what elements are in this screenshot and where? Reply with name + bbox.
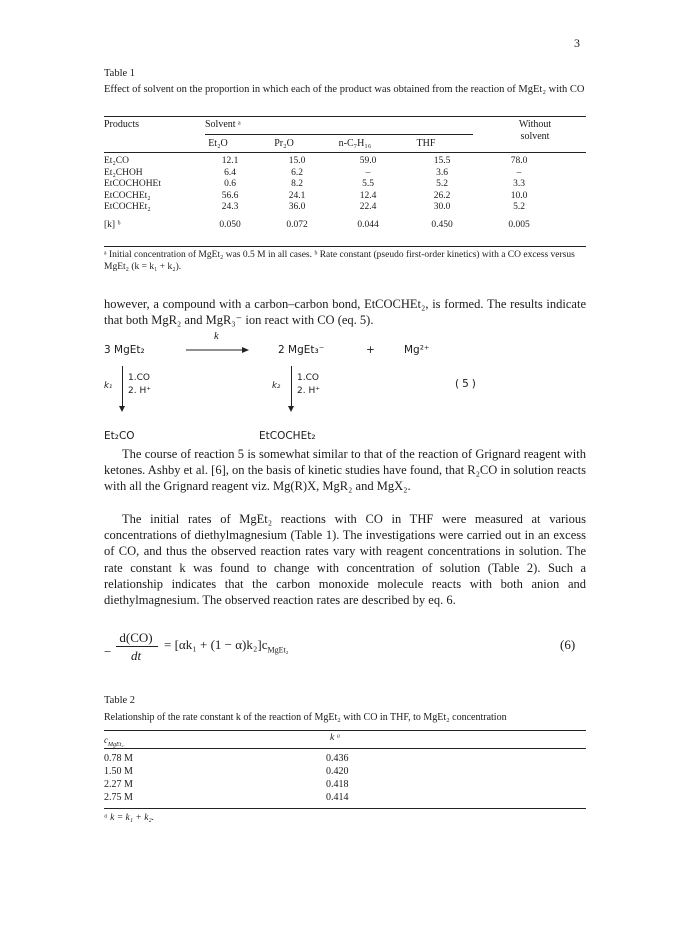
- table1-col-solvent: Solvent ᵃ: [205, 119, 241, 130]
- table-row: Et₂CO 12.1 15.0 59.0 15.5 78.0: [104, 156, 528, 166]
- table-row: EtCOCHEt₂ 24.3 36.0 22.4 30.0 5.2: [104, 202, 525, 212]
- scheme-arrow-label: k: [214, 331, 219, 342]
- table2-body: [104, 752, 404, 804]
- paragraph-3: The initial rates of MgEt₂ reactions with CO in THF were measured at various concentrations of diethylmagnesium (Table 1). The investigations were carried out in an excess of CO, and thus the observed reaction rates vary with reagent concentrations in solution. The rate constant k was found to change with concentration of solution (Table 2). Such a relationship indicates that the carbon monoxide molecule reacts with both anion and diethylmagnesium. The observed reaction rates are described by eq. 6.: [104, 512, 586, 608]
- eq-fraction-bar: [116, 646, 158, 647]
- table2-col2: k ᵃ: [330, 733, 341, 743]
- page-number: 3: [574, 36, 580, 50]
- scheme-output-2: EtCOCHEt₂: [259, 430, 316, 442]
- table1-caption: Effect of solvent on the proportion in which each of the product was obtained from the reaction of MgEt₂ with CO: [104, 84, 585, 95]
- scheme-cond2b: 2. H⁺: [297, 386, 320, 396]
- solvent-0: Et₂O: [208, 138, 228, 149]
- table-row-k: [k] ᵇ 0.050 0.072 0.044 0.450 0.005: [104, 219, 530, 230]
- table-row: 0.78 M 0.436: [104, 752, 349, 764]
- eq-numerator: d(CO): [119, 630, 153, 645]
- table1-body: [104, 156, 560, 231]
- scheme-k1: k₁: [104, 381, 113, 391]
- table-row: EtCOCHEt₂ 56.6 24.1 12.4 26.2 10.0: [104, 190, 528, 201]
- down-arrow-line-1: [122, 366, 123, 410]
- down-arrow-icon: [119, 406, 125, 412]
- eq-minus: −: [104, 644, 112, 659]
- table2-footnote: ᵃ k = k₁ + k₂.: [104, 813, 155, 823]
- table-row: 2.75 M 0.414: [104, 791, 349, 803]
- scheme-reactant: 3 MgEt₂: [104, 344, 145, 356]
- table-row: 1.50 M 0.420: [104, 765, 349, 777]
- paragraph-1: however, a compound with a carbon–carbon bond, EtCOCHEt₂, is formed. The results indicate that both MgR₂ and MgR₃⁻ ion react with CO (eq. 5).: [104, 297, 586, 328]
- scheme-cond2a: 1.CO: [297, 373, 319, 383]
- table2-label: Table 2: [104, 695, 136, 706]
- scheme-product1: 2 MgEt₃⁻: [278, 344, 325, 356]
- table1-footnote: ᵃ Initial concentration of MgEt₂ was 0.5 M in all cases. ᵇ Rate constant (pseudo first-order kinetics) with a CO excess versus MgEt₂ (k = k₁ + k₂).: [104, 250, 575, 272]
- down-arrow-line-2: [291, 366, 292, 410]
- table1-top-rule: [104, 116, 586, 117]
- scheme-plus: +: [366, 344, 375, 356]
- table1-label: Table 1: [104, 68, 136, 79]
- solvent-2: n-C₇H₁₆: [338, 138, 372, 149]
- table2-header-rule: [104, 748, 586, 749]
- table-row: 2.27 M 0.418: [104, 778, 349, 790]
- table1-col-products: Products: [104, 119, 139, 130]
- eq6-number: (6): [560, 637, 576, 652]
- solvent-3: THF: [416, 138, 436, 149]
- scheme-k2: k₂: [272, 381, 281, 391]
- table2-col1: $c_{MgEt_2}$: [104, 735, 124, 748]
- table1-bottom-rule: [104, 246, 586, 247]
- table2-bottom-rule: [104, 808, 586, 809]
- scheme-cond1b: 2. H⁺: [128, 386, 151, 396]
- eq-denominator: dt: [130, 648, 142, 663]
- table1-solvent-rule: [205, 134, 473, 135]
- table1-col-without: Without solvent: [518, 119, 552, 142]
- reaction-arrow-icon: [186, 344, 250, 356]
- table2-top-rule: [104, 730, 586, 731]
- down-arrow-icon: [288, 406, 294, 412]
- table-row: Et₂CHOH 6.4 6.2 – 3.6 –: [104, 167, 522, 178]
- table-row: EtCOCHOHEt 0.6 8.2 5.5 5.2 3.3: [104, 179, 525, 189]
- scheme-output-1: Et₂CO: [104, 430, 135, 442]
- scheme-eq-number: (5): [455, 378, 479, 390]
- scheme-cond1a: 1.CO: [128, 373, 150, 383]
- eq-rhs: = $[\alpha k_1 + (1 - \alpha)k_2]c_{MgEt_2}$: [164, 637, 289, 655]
- paragraph-2: The course of reaction 5 is somewhat similar to that of the reaction of Grignard reagent with ketones. Ashby et al. [6], on the basis of kinetic studies have found, that R₂CO in solution reacts with all the Grignard reagent viz. Mg(R)X, MgR₂ and MgX₂.: [104, 447, 586, 494]
- scheme-product2: Mg²⁺: [404, 344, 430, 356]
- solvent-1: Pr₂O: [274, 138, 294, 149]
- table1-header-rule: [104, 152, 586, 153]
- table2-caption: Relationship of the rate constant k of the reaction of MgEt₂ with CO in THF, to MgEt₂ concentration: [104, 712, 507, 723]
